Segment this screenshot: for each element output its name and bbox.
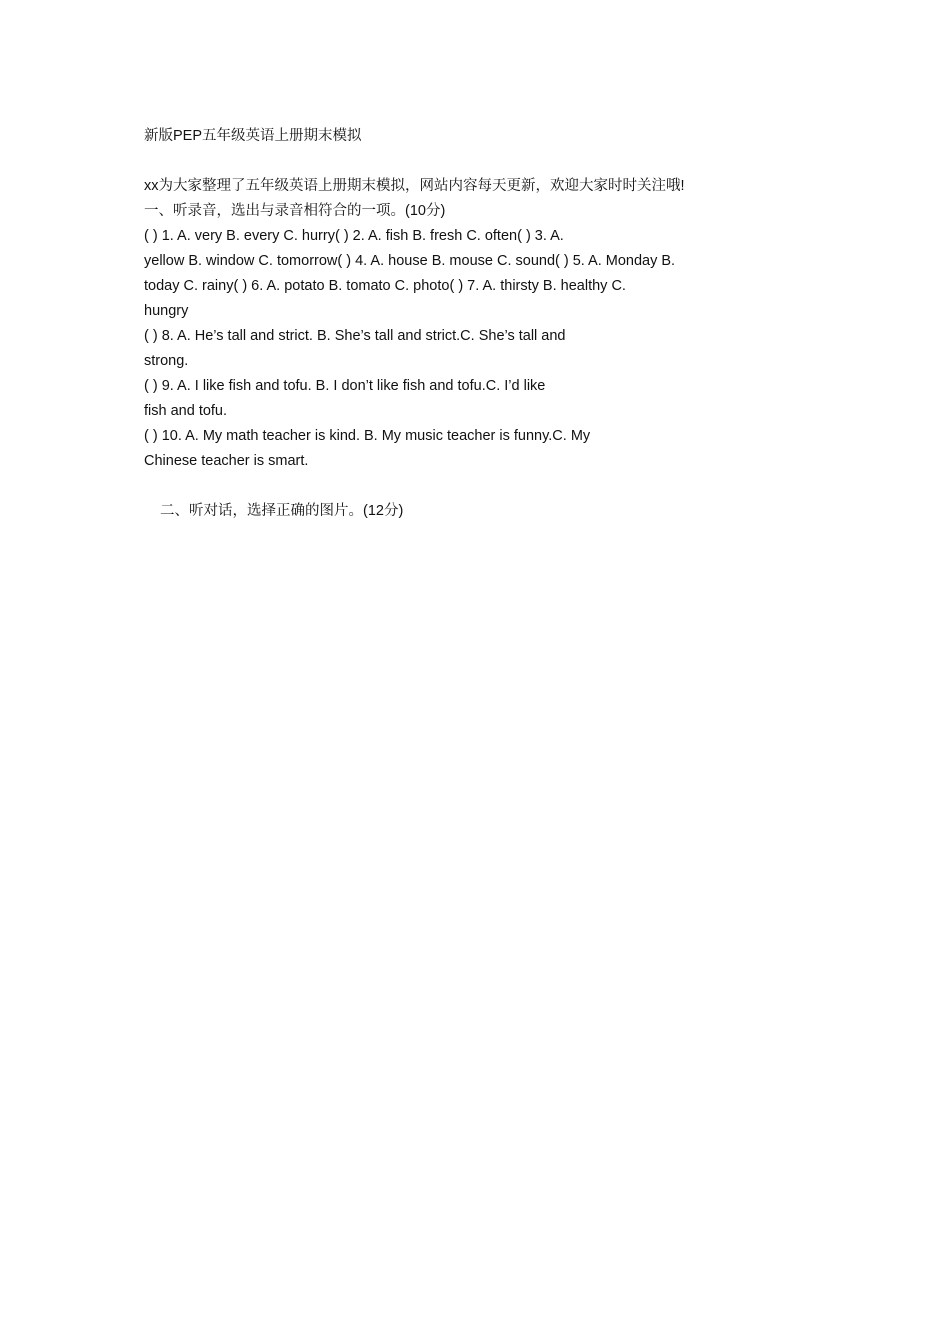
spacer xyxy=(144,149,844,174)
question-line: yellow B. window C. tomorrow( ) 4. A. house B. mouse C. sound( ) 5. A. Monday B. xyxy=(144,253,676,269)
question-line: fish and tofu. xyxy=(144,403,228,419)
question-line: ( ) 8. A. He’s tall and strict. B. She’s tall and strict.C. She’s tall and xyxy=(144,328,566,344)
document-title: 新版PEP五年级英语上册期末模拟 xyxy=(144,128,362,144)
question-line: ( ) 1. A. very B. every C. hurry( ) 2. A. fish B. fresh C. often( ) 3. A. xyxy=(144,228,564,244)
intro-paragraph: xx为大家整理了五年级英语上册期末模拟，网站内容每天更新，欢迎大家时时关注哦! xyxy=(144,178,685,194)
question-line: hungry xyxy=(144,303,189,319)
spacer xyxy=(144,474,844,499)
question-line: Chinese teacher is smart. xyxy=(144,453,309,469)
question-line: ( ) 9. A. I like fish and tofu. B. I don’t like fish and tofu.C. I’d like xyxy=(144,378,546,394)
question-line: strong. xyxy=(144,353,189,369)
document-body xyxy=(144,124,844,524)
section2-heading: 二、听对话，选择正确的图片。(12分) xyxy=(160,503,404,519)
section1-heading: 一、听录音，选出与录音相符合的一项。(10分) xyxy=(144,203,446,219)
question-line: today C. rainy( ) 6. A. potato B. tomato C. photo( ) 7. A. thirsty B. healthy C. xyxy=(144,278,626,294)
question-line: ( ) 10. A. My math teacher is kind. B. My music teacher is funny.C. My xyxy=(144,428,591,444)
